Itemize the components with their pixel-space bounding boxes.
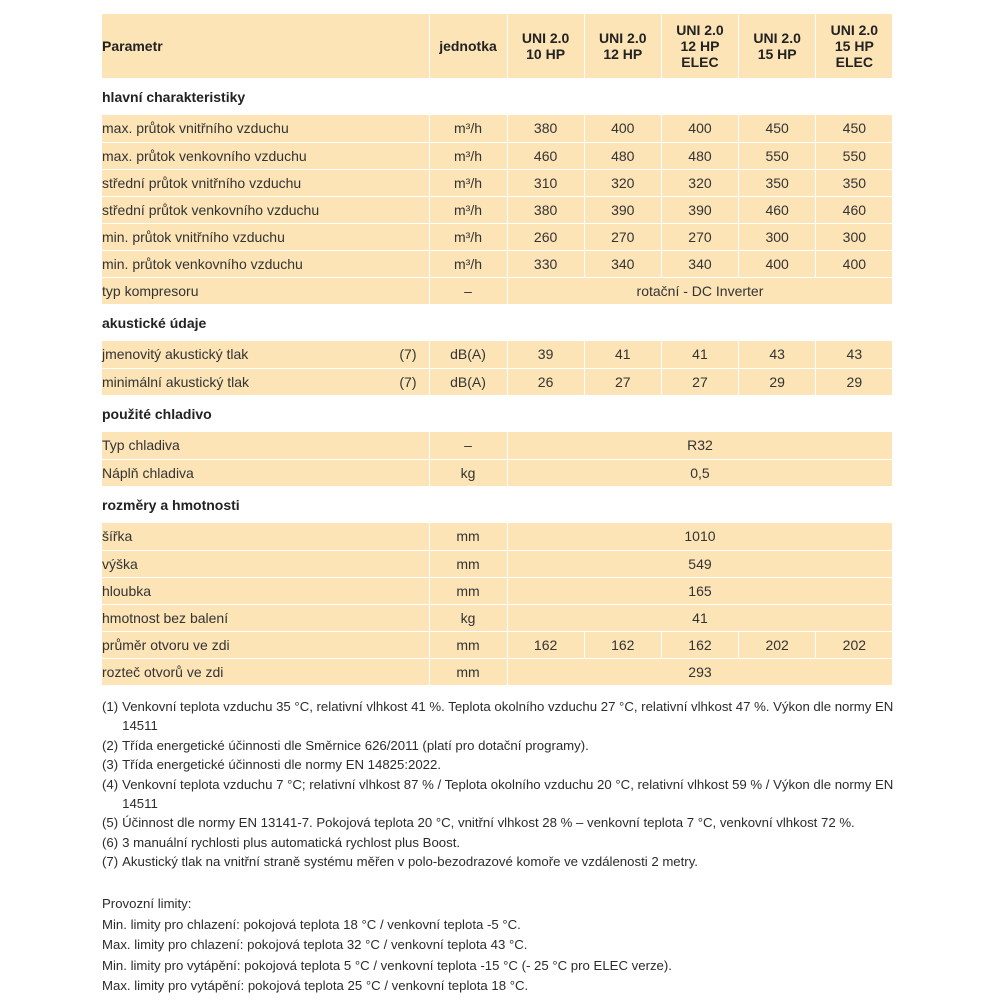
row-unit: mm: [429, 631, 507, 658]
row-value: 29: [816, 368, 893, 395]
table-row: [102, 523, 893, 550]
row-label: střední průtok venkovního vzduchu: [102, 201, 320, 218]
section-header-row: [102, 486, 893, 523]
row-value: 270: [661, 223, 738, 250]
row-unit: m³/h: [429, 250, 507, 277]
row-value-shared: 1010: [507, 523, 893, 550]
header-model-line: UNI 2.0: [676, 22, 724, 38]
header-model: [507, 14, 584, 78]
row-value: 340: [661, 250, 738, 277]
section-title: použité chladivo: [102, 395, 893, 432]
table-row: [102, 550, 893, 577]
footnote-number: (6): [102, 834, 119, 850]
row-value-shared: R32: [507, 432, 893, 459]
row-unit: m³/h: [429, 115, 507, 142]
header-model-line: UNI 2.0: [830, 22, 879, 38]
row-label-cell: [102, 550, 429, 577]
header-model-line: UNI 2.0: [599, 30, 647, 46]
row-value: 460: [816, 196, 893, 223]
row-label-cell: [102, 631, 429, 658]
row-value: 162: [584, 631, 661, 658]
row-unit: mm: [429, 523, 507, 550]
row-label: minimální akustický tlak: [102, 373, 250, 390]
row-unit: m³/h: [429, 223, 507, 250]
section-title: rozměry a hmotnosti: [102, 486, 893, 523]
row-label: šířka: [102, 528, 133, 545]
operating-limit-line: Min. limity pro vytápění: pokojová teplota 5 °C / venkovní teplota -15 °C (- 25 °C pro ELEC verze).: [102, 957, 672, 973]
footnote: [102, 697, 902, 736]
row-value: 41: [584, 341, 661, 368]
table-row: [102, 604, 893, 631]
operating-limits: [102, 894, 902, 997]
footnote-text: Třída energetické účinnosti dle normy EN 14825:2022.: [122, 757, 442, 773]
table-row: [102, 631, 893, 658]
row-value: 460: [507, 142, 584, 169]
header-model: [584, 14, 661, 78]
row-value: 400: [584, 115, 661, 142]
row-label: max. průtok vnitřního vzduchu: [102, 120, 289, 137]
row-unit: m³/h: [429, 169, 507, 196]
footnote-text: Akustický tlak na vnitřní straně systému měřen v polo-bezodrazové komoře ve vzdálenosti 2 metry.: [122, 854, 698, 870]
row-label: hloubka: [102, 582, 152, 599]
row-value: 350: [739, 169, 816, 196]
row-label: min. průtok vnitřního vzduchu: [102, 228, 285, 245]
footnote: [102, 775, 902, 814]
footnote: [102, 813, 902, 832]
row-value: 390: [661, 196, 738, 223]
operating-limit-line: Min. limity pro chlazení: pokojová teplota 18 °C / venkovní teplota -5 °C.: [102, 916, 521, 932]
row-value-shared: 0,5: [507, 459, 893, 486]
operating-limits-title: Provozní limity:: [102, 896, 192, 911]
row-label-cell: [102, 604, 429, 631]
row-label-cell: [102, 658, 429, 685]
row-label: výška: [102, 555, 138, 572]
row-value: 400: [739, 250, 816, 277]
row-value: 39: [507, 341, 584, 368]
row-value-shared: 549: [507, 550, 893, 577]
row-label: střední průtok vnitřního vzduchu: [102, 174, 302, 191]
footnote-number: (4): [102, 776, 119, 792]
row-label: min. průtok venkovního vzduchu: [102, 255, 303, 272]
footnote-text: Venkovní teplota vzduchu 35 °C, relativní vlhkost 41 %. Teplota okolního vzduchu 27 °C, relativní vlhkost 47 %. Výkon dle normy EN 14511: [122, 699, 894, 734]
row-value: 29: [739, 368, 816, 395]
row-unit: mm: [429, 550, 507, 577]
row-label: typ kompresoru: [102, 282, 199, 299]
row-label-cell: [102, 250, 429, 277]
header-model-line: 12 HP: [680, 38, 720, 54]
row-value: 27: [661, 368, 738, 395]
footnote-reference: (7): [399, 346, 417, 362]
row-value: 450: [816, 115, 893, 142]
footnote: [102, 833, 902, 852]
row-value: 300: [739, 223, 816, 250]
header-model-line: ELEC: [835, 54, 874, 70]
row-value: 300: [816, 223, 893, 250]
table-row: [102, 250, 893, 277]
row-value: 400: [816, 250, 893, 277]
row-label: Náplň chladiva: [102, 464, 194, 481]
row-label-cell: [102, 196, 429, 223]
row-unit: dB(A): [429, 341, 507, 368]
row-value-shared: 293: [507, 658, 893, 685]
row-unit: –: [429, 277, 507, 304]
header-model: [739, 14, 816, 78]
row-value: 310: [507, 169, 584, 196]
footnote: [102, 852, 902, 871]
header-model: [816, 14, 893, 78]
table-row: [102, 658, 893, 685]
row-unit: kg: [429, 459, 507, 486]
footnote-number: (2): [102, 737, 119, 753]
row-label-cell: [102, 341, 429, 368]
row-label: max. průtok venkovního vzduchu: [102, 147, 307, 164]
row-unit: mm: [429, 577, 507, 604]
table-row: [102, 196, 893, 223]
row-value-shared: 165: [507, 577, 893, 604]
row-label-cell: [102, 142, 429, 169]
table-row: [102, 341, 893, 368]
row-value: 380: [507, 196, 584, 223]
section-header-row: [102, 395, 893, 432]
row-value: 202: [739, 631, 816, 658]
row-value: 460: [739, 196, 816, 223]
table-row: [102, 169, 893, 196]
footnote-text: Venkovní teplota vzduchu 7 °C; relativní vlhkost 87 % / Teplota okolního vzduchu 20 °C, relativní vlhkost 59 % / Výkon dle normy EN 14511: [122, 776, 894, 812]
header-model-line: ELEC: [681, 54, 719, 70]
row-label-cell: [102, 277, 429, 304]
table-row: [102, 459, 893, 486]
header-model-line: 12 HP: [603, 46, 643, 62]
row-label: průměr otvoru ve zdi: [102, 636, 230, 653]
footnote-number: (5): [102, 815, 119, 831]
footnote-number: (7): [102, 854, 119, 870]
row-value: 43: [739, 341, 816, 368]
row-value: 380: [507, 115, 584, 142]
row-label-cell: [102, 459, 429, 486]
footnote-number: (3): [102, 757, 119, 773]
footnote: [102, 755, 902, 774]
row-value-shared: 41: [507, 604, 893, 631]
table-row: [102, 368, 893, 395]
spec-table: [102, 14, 893, 686]
row-value: 202: [816, 631, 893, 658]
footnote-text: 3 manuální rychlosti plus automatická rychlost plus Boost.: [122, 834, 461, 850]
row-value: 26: [507, 368, 584, 395]
table-row: [102, 115, 893, 142]
footnote-number: (1): [102, 699, 119, 714]
row-value: 162: [507, 631, 584, 658]
row-unit: –: [429, 432, 507, 459]
header-model-line: UNI 2.0: [521, 30, 570, 46]
row-value: 270: [584, 223, 661, 250]
footnotes: [102, 697, 902, 872]
row-label-cell: [102, 368, 429, 395]
header-parameter: Parametr: [102, 14, 429, 78]
footnote-text: Třída energetické účinnosti dle Směrnice 626/2011 (platí pro dotační programy).: [122, 737, 589, 753]
table-row: [102, 277, 893, 304]
row-unit: mm: [429, 658, 507, 685]
footnote-reference: (7): [399, 373, 417, 390]
section-header-row: [102, 304, 893, 341]
row-label-cell: [102, 223, 429, 250]
row-label-cell: [102, 432, 429, 459]
footnote: [102, 736, 902, 755]
row-unit: m³/h: [429, 196, 507, 223]
table-row: [102, 432, 893, 459]
row-value: 27: [584, 368, 661, 395]
row-label-cell: [102, 523, 429, 550]
table-header-row: [102, 14, 893, 78]
row-value: 550: [739, 142, 816, 169]
section-title: akustické údaje: [102, 304, 893, 341]
header-unit: jednotka: [429, 14, 507, 78]
row-value: 43: [816, 341, 893, 368]
row-value: 550: [816, 142, 893, 169]
row-label: rozteč otvorů ve zdi: [102, 663, 224, 680]
table-row: [102, 142, 893, 169]
row-value: 390: [584, 196, 661, 223]
row-value: 41: [661, 341, 738, 368]
header-model-line: 10 HP: [526, 46, 566, 62]
row-value: 340: [584, 250, 661, 277]
row-value: 320: [661, 169, 738, 196]
row-value-shared: rotační - DC Inverter: [507, 277, 893, 304]
row-label-cell: [102, 577, 429, 604]
header-model-line: 15 HP: [757, 46, 797, 62]
row-value: 450: [739, 115, 816, 142]
row-label-cell: [102, 169, 429, 196]
row-unit: kg: [429, 604, 507, 631]
row-value: 480: [661, 142, 738, 169]
section-title: hlavní charakteristiky: [102, 78, 893, 115]
row-unit: dB(A): [429, 368, 507, 395]
row-value: 162: [661, 631, 738, 658]
row-label: Typ chladiva: [102, 437, 180, 454]
row-unit: m³/h: [429, 142, 507, 169]
row-value: 330: [507, 250, 584, 277]
row-value: 320: [584, 169, 661, 196]
row-label: hmotnost bez balení: [102, 609, 229, 626]
row-value: 260: [507, 223, 584, 250]
table-row: [102, 223, 893, 250]
table-row: [102, 577, 893, 604]
row-value: 400: [661, 115, 738, 142]
section-header-row: [102, 78, 893, 115]
header-model-line: UNI 2.0: [753, 30, 801, 46]
operating-limit-line: Max. limity pro vytápění: pokojová teplota 25 °C / venkovní teplota 18 °C.: [102, 978, 529, 993]
row-label-cell: [102, 115, 429, 142]
header-model-line: 15 HP: [834, 38, 874, 54]
row-value: 480: [584, 142, 661, 169]
footnote-text: Účinnost dle normy EN 13141-7. Pokojová teplota 20 °C, vnitřní vlhkost 28 % – venkovní teplota 7 °C, venkovní vlhkost 72 %.: [122, 815, 855, 831]
operating-limits-lines: [102, 915, 902, 997]
row-value: 350: [816, 169, 893, 196]
operating-limit-line: Max. limity pro chlazení: pokojová teplota 32 °C / venkovní teplota 43 °C.: [102, 937, 528, 952]
row-label: jmenovitý akustický tlak: [102, 346, 249, 363]
header-model: [661, 14, 738, 78]
